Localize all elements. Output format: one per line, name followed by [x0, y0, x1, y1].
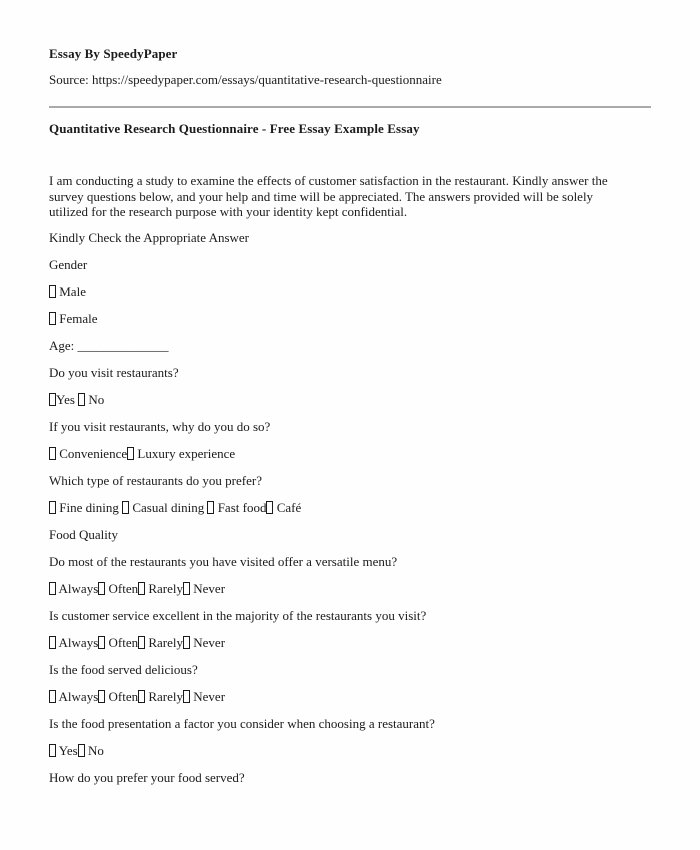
text-segment: Kindly Check the Appropriate Answer [49, 229, 250, 245]
text-segment: Convenience [56, 445, 128, 461]
text-segment: Rarely [145, 634, 184, 650]
text-segment: Often [105, 634, 139, 650]
source-label: Source: [49, 72, 89, 87]
text-segment: No [84, 742, 104, 758]
text-line [49, 554, 651, 570]
text-line [49, 473, 651, 489]
byline: Essay By SpeedyPaper [49, 46, 178, 61]
text-segment: Fast food [214, 499, 267, 515]
text-segment: If you visit restaurants, why do you do so? [49, 418, 271, 434]
text-segment: Always [56, 634, 99, 650]
checkbox-icon [49, 393, 56, 406]
option-line [49, 446, 651, 462]
option-line [49, 392, 651, 408]
text-line [49, 716, 651, 732]
text-segment: Always [56, 580, 99, 596]
text-segment: Rarely [145, 580, 184, 596]
checkbox-icon [49, 744, 56, 757]
checkbox-icon [49, 690, 56, 703]
option-line [49, 500, 651, 516]
text-line [49, 527, 651, 543]
paragraph [49, 173, 634, 220]
checkbox-icon [78, 744, 85, 757]
text-segment: Yes [56, 391, 79, 407]
checkbox-icon [49, 501, 56, 514]
text-segment: Which type of restaurants do you prefer? [49, 472, 262, 488]
checkbox-icon [49, 582, 56, 595]
text-segment: Female [56, 310, 98, 326]
divider [49, 106, 651, 108]
text-segment: No [85, 391, 105, 407]
text-segment: Is customer service excellent in the majority of the restaurants you visit? [49, 607, 427, 623]
blank-field: ______________ [77, 337, 169, 353]
text-segment: Never [190, 580, 226, 596]
text-line [49, 230, 651, 246]
option-line [49, 635, 651, 651]
text-segment: Café [273, 499, 302, 515]
text-segment: Is the food presentation a factor you consider when choosing a restaurant? [49, 715, 435, 731]
option-line [49, 743, 651, 759]
text-segment: Fine dining [56, 499, 123, 515]
text-segment: Gender [49, 256, 88, 272]
text-segment: Yes [56, 742, 78, 758]
essay-body [49, 173, 651, 786]
text-segment: Often [105, 688, 139, 704]
checkbox-icon [49, 447, 56, 460]
text-segment: Do you visit restaurants? [49, 364, 179, 380]
checkbox-icon [49, 285, 56, 298]
option-line [49, 689, 651, 705]
text-segment: Casual dining [129, 499, 208, 515]
text-line [49, 338, 651, 354]
text-segment: How do you prefer your food served? [49, 769, 245, 785]
text-line [49, 257, 651, 273]
source-url: https://speedypaper.com/essays/quantitative-research-questionnaire [91, 72, 442, 87]
checkbox-icon [183, 582, 190, 595]
text-segment: I am conducting a study to examine the effects of customer satisfaction in the restaurant. Kindly answer the survey questions below, and your help and time will be appreciated. The answers provided will be solely utilized for the research purpose with your identity kept confidential. [49, 173, 608, 219]
option-line [49, 581, 651, 597]
text-segment: Often [105, 580, 139, 596]
text-segment: Male [56, 283, 86, 299]
text-line [49, 608, 651, 624]
text-segment: Never [190, 688, 226, 704]
text-segment: Age: [49, 337, 78, 353]
text-line [49, 662, 651, 678]
text-segment: Do most of the restaurants you have visited offer a versatile menu? [49, 553, 398, 569]
source-line [49, 72, 651, 88]
option-line [49, 311, 651, 327]
option-line [49, 284, 651, 300]
text-line [49, 770, 651, 786]
essay-title: Quantitative Research Questionnaire - Free Essay Example Essay [49, 121, 420, 136]
text-segment: Food Quality [49, 526, 118, 542]
checkbox-icon [183, 690, 190, 703]
text-line [49, 365, 651, 381]
text-segment: Never [190, 634, 226, 650]
checkbox-icon [49, 312, 56, 325]
checkbox-icon [49, 636, 56, 649]
text-line [49, 419, 651, 435]
text-segment: Always [56, 688, 99, 704]
text-segment: Rarely [145, 688, 184, 704]
text-segment: Is the food served delicious? [49, 661, 198, 677]
text-segment: Luxury experience [134, 445, 236, 461]
checkbox-icon [183, 636, 190, 649]
